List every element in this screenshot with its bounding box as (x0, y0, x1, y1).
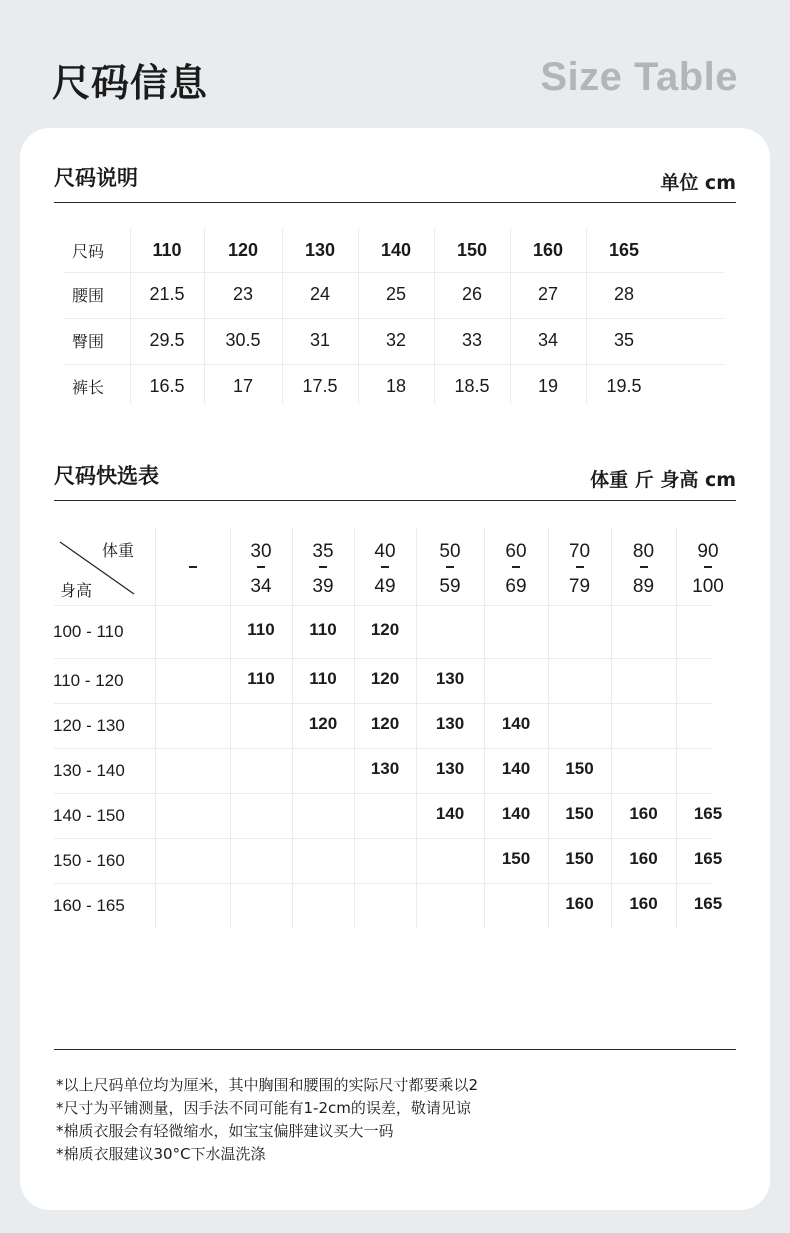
size-value: 31 (309, 329, 331, 350)
divider (54, 1049, 736, 1050)
note-line: *以上尺码单位均为厘米，其中胸围和腰围的实际尺寸都要乘以2 (56, 1076, 479, 1094)
size-value: 17 (232, 375, 254, 396)
size-value: 19.5 (606, 375, 642, 396)
size-value: 18 (385, 375, 407, 396)
recommended-size: 140 (501, 803, 531, 823)
recommended-size: 110 (309, 619, 337, 639)
divider (54, 202, 736, 203)
height-range-label: 110 - 120 (53, 670, 124, 690)
recommended-size: 140 (501, 758, 531, 778)
row-label: 臀围 (72, 331, 105, 351)
size-value: 25 (385, 283, 407, 304)
page-title: 尺码信息 (52, 61, 209, 105)
recommended-size: 130 (435, 668, 465, 688)
size-value: 33 (461, 329, 483, 350)
size-value: 17.5 (302, 375, 338, 396)
height-range-label: 140 - 150 (53, 805, 125, 825)
size-value: 26 (461, 283, 483, 304)
recommended-size: 130 (370, 758, 400, 778)
weight-range-max: 59 (439, 576, 461, 597)
recommended-size: 150 (501, 848, 531, 868)
weight-range-min: 35 (312, 541, 334, 562)
note-line: *棉质衣服建议30°C下水温洗涤 (56, 1145, 266, 1163)
weight-range-min: 80 (632, 541, 655, 562)
note-line: *棉质衣服会有轻微缩水，如宝宝偏胖建议买大一码 (56, 1122, 394, 1140)
weight-range-min: 70 (568, 541, 591, 562)
quick-select-title: 尺码快选表 (54, 464, 159, 488)
size-value: 27 (537, 283, 559, 304)
size-value: 16.5 (149, 375, 185, 396)
grid-line (155, 528, 156, 928)
weight-range-min: 40 (374, 541, 396, 562)
size-value: 28 (613, 283, 635, 304)
size-value: 140 (380, 239, 412, 260)
recommended-size: 120 (308, 713, 338, 733)
size-value: 165 (608, 239, 640, 260)
weight-range-max: 69 (505, 576, 527, 597)
size-spec-unit: 单位 cm (660, 172, 736, 194)
recommended-size: 110 (247, 619, 275, 639)
recommended-size: 160 (629, 803, 658, 823)
weight-range-max: 34 (250, 576, 272, 597)
weight-range-min: 50 (439, 541, 461, 562)
recommended-size: 160 (629, 848, 658, 868)
recommended-size: 150 (565, 848, 594, 868)
recommended-size: 120 (370, 713, 400, 733)
size-value: 130 (304, 239, 336, 260)
recommended-size: 110 (247, 668, 275, 688)
height-range-label: 120 - 130 (53, 715, 125, 735)
quick-select-unit: 体重 斤 身高 cm (590, 469, 736, 491)
weight-dash (189, 566, 197, 568)
size-value: 30.5 (225, 329, 261, 350)
weight-dash (257, 566, 265, 568)
recommended-size: 165 (693, 803, 723, 823)
recommended-size: 110 (309, 668, 337, 688)
recommended-size: 165 (693, 893, 723, 913)
weight-dash (704, 566, 712, 568)
recommended-size: 160 (565, 893, 594, 913)
recommended-size: 140 (435, 803, 465, 823)
row-label: 腰围 (72, 285, 105, 305)
row-label: 尺码 (72, 241, 105, 261)
size-value: 120 (227, 239, 259, 260)
recommended-size: 120 (370, 668, 400, 688)
recommended-size: 150 (565, 758, 594, 778)
corner-weight-label: 体重 (102, 541, 135, 560)
page-title-english: Size Table (540, 55, 738, 99)
recommended-size: 165 (693, 848, 723, 868)
size-value: 110 (152, 239, 182, 260)
size-value: 21.5 (149, 283, 185, 304)
recommended-size: 150 (565, 803, 594, 823)
weight-dash (446, 566, 454, 568)
divider (54, 500, 736, 501)
weight-dash (381, 566, 389, 568)
weight-dash (512, 566, 520, 568)
weight-dash (640, 566, 648, 568)
note-line: *尺寸为平铺测量，因手法不同可能有1-2cm的误差，敬请见谅 (56, 1099, 471, 1117)
recommended-size: 120 (370, 619, 400, 639)
recommended-size: 140 (501, 713, 531, 733)
height-range-label: 160 - 165 (53, 895, 125, 915)
recommended-size: 130 (435, 758, 465, 778)
size-value: 32 (385, 329, 407, 350)
size-value: 34 (537, 329, 559, 350)
size-value: 18.5 (454, 375, 490, 396)
weight-range-max: 49 (374, 576, 396, 597)
size-value: 160 (532, 239, 564, 260)
height-range-label: 130 - 140 (53, 760, 125, 780)
size-value: 150 (456, 239, 488, 260)
weight-range-min: 90 (697, 541, 719, 562)
weight-range-max: 79 (568, 576, 591, 597)
weight-range-min: 60 (505, 541, 527, 562)
size-value: 24 (309, 283, 331, 304)
recommended-size: 160 (629, 893, 658, 913)
recommended-size: 130 (435, 713, 465, 733)
weight-range-min: 30 (250, 541, 272, 562)
size-value: 35 (613, 329, 635, 350)
size-value: 19 (537, 375, 559, 396)
height-range-label: 100 - 110 (53, 621, 124, 641)
row-label: 裤长 (72, 377, 105, 397)
weight-dash (576, 566, 584, 568)
weight-dash (319, 566, 327, 568)
weight-range-max: 89 (632, 576, 655, 597)
size-spec-title: 尺码说明 (54, 166, 138, 190)
size-card (20, 128, 770, 1210)
height-range-label: 150 - 160 (53, 850, 125, 870)
weight-range-max: 100 (692, 576, 724, 597)
size-value: 29.5 (149, 329, 185, 350)
size-value: 23 (232, 283, 254, 304)
weight-range-max: 39 (312, 576, 334, 597)
corner-height-label: 身高 (60, 581, 93, 600)
